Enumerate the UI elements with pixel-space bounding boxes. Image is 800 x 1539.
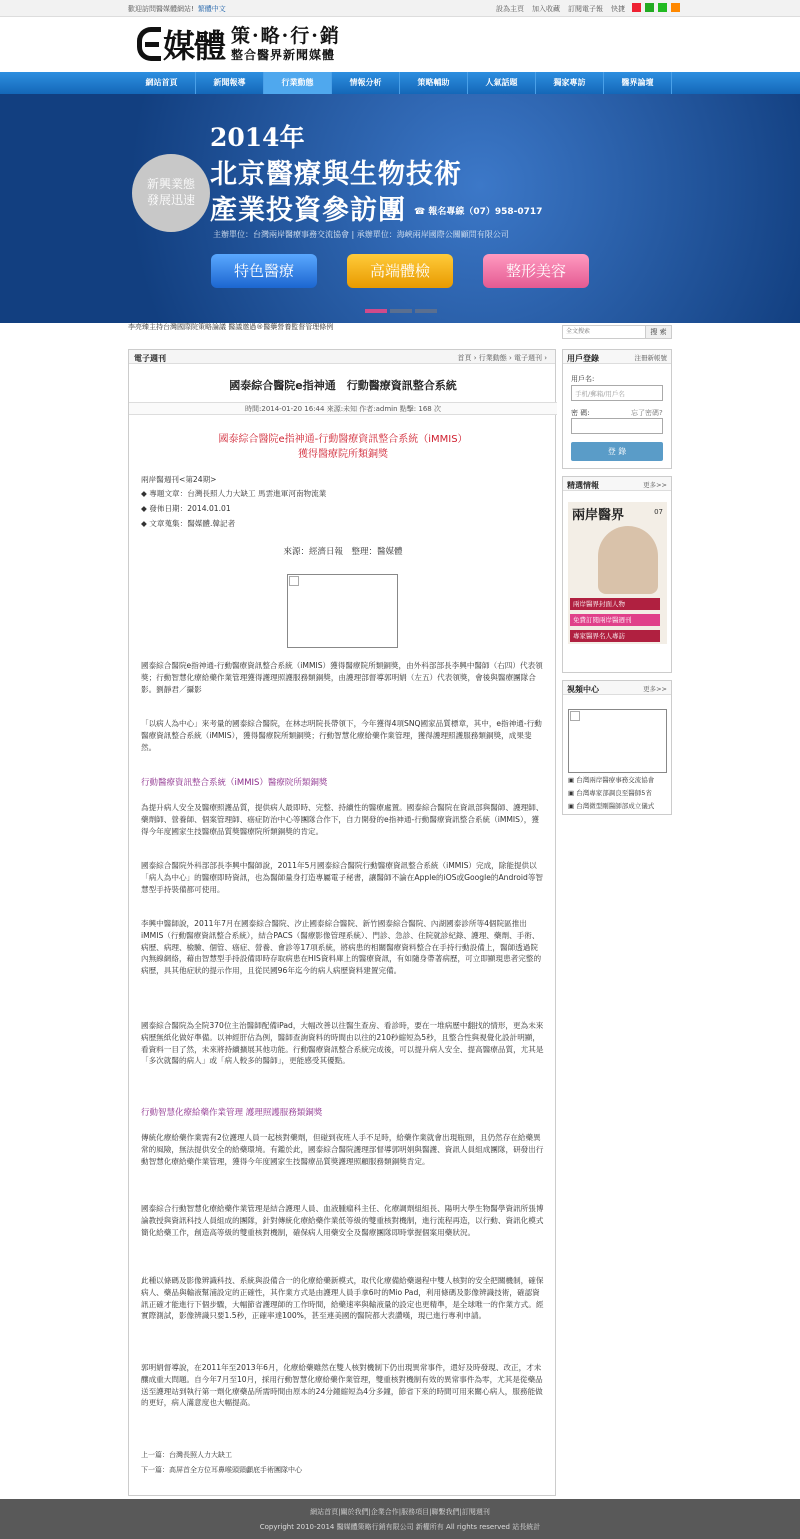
banner-dot[interactable] bbox=[415, 309, 437, 313]
search-box bbox=[562, 325, 672, 339]
article-headline: 國泰綜合醫院e指神通-行動醫療資訊整合系統（iMMIS） bbox=[218, 434, 468, 445]
banner-line2: 北京醫療與生物技術 bbox=[210, 159, 462, 190]
nav-intel[interactable]: 情報分析 bbox=[332, 72, 400, 94]
article-paragraph: 國泰綜合醫院外科部部長李興中醫師說，2011年5月國泰綜合醫院行動醫療資訊整合系統（iMMIS）完成，除能提供以「病人為中心」的醫療即時資訊，也為醫師量身打造專屬電子秘書，讓醫師不論在Apple的iOS或Google的Android等智慧型手持裝備都可使用。 bbox=[141, 861, 544, 894]
video-link[interactable]: ▣ 台灣微型剛醫師部成立儀式 bbox=[568, 802, 655, 810]
video-more-link[interactable]: 更多>> bbox=[643, 685, 667, 693]
nav-strategy[interactable]: 策略輔助 bbox=[400, 72, 468, 94]
article-subheading: 行動醫療資訊整合系統（iMMIS）醫療院所類銅獎 bbox=[141, 778, 328, 788]
section-title: 電子週刊 bbox=[134, 354, 166, 363]
source-line: 來源：經濟日報 整理：醫媒體 bbox=[283, 547, 403, 557]
nav-news[interactable]: 新聞報導 bbox=[196, 72, 264, 94]
nav-home[interactable]: 網站首頁 bbox=[128, 72, 196, 94]
banner-year: 2014年 bbox=[210, 123, 305, 152]
featured-title: 精選情報 bbox=[567, 481, 599, 490]
cover-banner: 專家醫界名人專訪 bbox=[570, 630, 660, 642]
article-paragraph: 「以病人為中心」來考量的國泰綜合醫院，在林志明院長帶領下，今年獲得4項SNQ國家品質標章，其中，e指神通-行動醫療資訊整合系統（iMMIS），獲得醫療院所類銅獎；行動智慧化療給藥作業管理，獲得護理照護服務類銅獎，成果斐然。 bbox=[141, 719, 542, 752]
orange-theme-swatch[interactable] bbox=[671, 3, 680, 12]
register-link[interactable]: 注冊新帳號 bbox=[634, 354, 667, 362]
add-favorite-link[interactable]: 加入收藏 bbox=[532, 5, 560, 13]
article-subheading: 行動智慧化療給藥作業管理 護理照護服務類銅獎 bbox=[141, 1108, 323, 1118]
banner-phone: ☎ 報名專線（07）958-0717 bbox=[414, 207, 543, 217]
video-thumbnail[interactable] bbox=[568, 709, 667, 773]
username-label: 用戶名: bbox=[571, 375, 595, 383]
featured-panel bbox=[562, 476, 672, 673]
hero-banner[interactable] bbox=[0, 94, 800, 323]
username-input[interactable]: 手机/郵箱/用戶名 bbox=[571, 385, 663, 401]
cover-banner: 免費訂閱兩岸醫週刊 bbox=[570, 614, 660, 626]
banner-pager bbox=[365, 309, 437, 313]
red-theme-swatch[interactable] bbox=[632, 3, 641, 12]
welcome-text: 歡迎訪問醫媒體網站! 繁體中文 bbox=[128, 5, 226, 13]
banner-button-cosmetic[interactable]: 整形美容 bbox=[483, 254, 589, 288]
logo-e-icon bbox=[137, 27, 161, 61]
password-label: 密 碼: bbox=[571, 409, 590, 417]
banner-dot[interactable] bbox=[390, 309, 412, 313]
nav-industry[interactable]: 行業動態 bbox=[264, 72, 332, 94]
banner-organizer: 主辦單位：台灣兩岸醫療事務交流協會 | 承辦單位：海峽兩岸國際公關顧問有限公司 bbox=[213, 230, 509, 239]
theme-label: 快捷 bbox=[611, 5, 625, 13]
video-title: 視頻中心 bbox=[567, 685, 599, 694]
article-paragraph: 為提升病人安全及醫療照護品質，提供病人最即時、完整、持續性的醫療處置。國泰綜合醫院在資訊部與醫師、護理師、藥劑師、營養師、個案管理師、癌症防治中心等團隊合作下，自力開發的e指神通-行動醫療資訊整合系統（iMMIS），獲得今年度國家生技醫療品質獎醫療院所類銅獎的肯定。 bbox=[141, 803, 544, 836]
article-paragraph: 國泰綜合行動智慧化療給藥作業管理是結合護理人員、血液腫瘤科主任、化療調劑組組長、陽明大學生物醫學資訊所張博論教授與資訊科技人員組成的團隊，針對傳統化療給藥作業低等級的雙重核對機制，進行流程再造，以行動、資訊化模式簡化給藥工作，創造高等級的雙重核對機制，確保病人用藥安全及醫療團隊即時掌握個案用藥狀況。 bbox=[141, 1204, 544, 1237]
article-paragraph: 國泰綜合醫院為全院370位主治醫師配備iPad，大幅改善以往醫生查房、看診時，要在一堆病歷中翻找的情形，更為未來病歷無紙化做好準備。以神經肝佔為例，醫師查詢資料的時間由以往的210秒縮短為5秒，且整合性與視覺化設計明顯，看資料一目了然，未來將持續擴展其他功能。行動醫療資訊整合系統完成後，可以提升病人安全、提高醫療品質，尤其是「多次就醫的病人」或「病人較多的醫師」，更能感受其優點。 bbox=[141, 1021, 544, 1066]
forgot-password-link[interactable]: 忘了密碼? bbox=[631, 409, 663, 417]
breadcrumb[interactable]: 首頁 › 行業動態 › 電子週刊 › bbox=[457, 354, 547, 362]
cover-banner: 兩岸醫界封面人物 bbox=[570, 598, 660, 610]
article-headline-2: 獲得醫療院所類銅獎 bbox=[298, 449, 388, 460]
article-paragraph: 傳統化療給藥作業需有2位護理人員一起核對藥劑，但碰到夜班人手不足時，給藥作業就會出現瓶頸，且仍然存在給藥異常的風險，無法提供安全的給藥環境。有鑑於此，國泰綜合醫院護理部督導郭明娟與醫護、資訊人員組成團隊，研發出行動智慧化療給藥作業管理，獲得今年度國家生技醫療品質獎護理照顧服務類銅獎肯定。 bbox=[141, 1133, 544, 1166]
green2-theme-swatch[interactable] bbox=[658, 3, 667, 12]
prev-article-link[interactable]: 上一篇：台灣長照人力大缺工 bbox=[141, 1451, 232, 1459]
article-panel bbox=[128, 349, 556, 1496]
video-panel bbox=[562, 680, 672, 815]
set-homepage-link[interactable]: 設為主頁 bbox=[496, 5, 524, 13]
traditional-chinese-link[interactable]: 繁體中文 bbox=[197, 5, 226, 13]
search-button[interactable]: 搜 索 bbox=[646, 325, 672, 339]
editor-line: ◆ 文章蒐集：醫媒體.韓記者 bbox=[141, 519, 236, 528]
article-paragraph: 郭明娟督導說，在2011年至2013年6月，化療給藥雖然在雙人核對機制下仍出現異常事件，還好及時發現、改正，才未釀成重大問題。自今年7月至10月，採用行動智慧化療給藥作業管理，雙重核對機制有效的異常事件為零，尤其是從藥品送至護理站到執行第一劑化療藥品所需時間由原本的24分鐘縮短為4分多鐘，節省下來的時間可用來關心病人，服務能做的更好，病人滿意度也大幅提高。 bbox=[141, 1363, 543, 1408]
password-input[interactable] bbox=[571, 418, 663, 434]
footer-links[interactable]: 網站首頁|關於我們|企業合作|服務項目|聯繫我們|訂閱週刊 bbox=[310, 1508, 490, 1516]
subscribe-newsletter-link[interactable]: 訂閱電子報 bbox=[568, 5, 603, 13]
article-paragraph: 此種以條碼及影像辨識科技、系統與設備合一的化療給藥新模式，取代化療備給藥過程中雙人核對的安全把關機制，確保病人、藥品與輸液幫浦設定的正確性，其作業方式是由護理人員手拿6吋的Mio Pad，利用條碼及影像辨識技術，確認資訊正確才能進行下個步驟，大幅節省護理師的工作時間，給藥速率與輸液量的設定也更精準，是全球唯一的作業方式。經實際測試，影像辨識只要1.5秒，正確率達100%，甚至連美國的醫院都大表讚嘆，現已進行專利申請。 bbox=[141, 1276, 544, 1321]
topic-line: ◆ 專題文章：台灣長照人力大缺工 馬雲進軍河南物流業 bbox=[141, 489, 327, 498]
nav-popular[interactable]: 人氣話題 bbox=[468, 72, 536, 94]
nav-forum[interactable]: 醫界論壇 bbox=[604, 72, 672, 94]
login-panel bbox=[562, 349, 672, 469]
article-title: 國泰綜合醫院e指神通 行動醫療資訊整合系統 bbox=[229, 379, 457, 392]
next-article-link[interactable]: 下一篇：高屏首全方位耳鼻喉頭頸顱底手術團隊中心 bbox=[141, 1466, 302, 1474]
article-paragraph: 國泰綜合醫院e指神通-行動醫療資訊整合系統（iMMIS）獲得醫療院所類銅獎，由外科部部長李興中醫師（右四）代表領獎；行動智慧化療給藥作業管理獲得護理照護服務類銅獎，由護理部督導郭明娟（左五）代表領獎，會後與醫療團隊合影。劉靜君／攝影 bbox=[141, 661, 543, 694]
magazine-issue: 07 bbox=[654, 508, 663, 516]
login-button[interactable]: 登 錄 bbox=[571, 442, 663, 461]
nav-interview[interactable]: 獨家專訪 bbox=[536, 72, 604, 94]
banner-button-special[interactable]: 特色醫療 bbox=[211, 254, 317, 288]
magazine-title: 兩岸醫界 bbox=[572, 508, 625, 523]
green-theme-swatch[interactable] bbox=[645, 3, 654, 12]
featured-more-link[interactable]: 更多>> bbox=[643, 481, 667, 489]
banner-circle: 新興業態 發展迅速 bbox=[132, 154, 210, 232]
video-link[interactable]: ▣ 台灣專家部調良至醫師5省 bbox=[568, 789, 652, 797]
footer bbox=[0, 1499, 800, 1539]
article-image bbox=[287, 574, 398, 648]
top-links bbox=[496, 4, 625, 14]
logo-mark: 媒體 bbox=[137, 21, 225, 67]
issue-line: 兩岸醫週刊<第24期> bbox=[141, 475, 217, 484]
banner-line3: 產業投資參訪團 bbox=[210, 195, 406, 226]
logo-slogan: 策·略·行·銷 bbox=[231, 24, 341, 47]
logo-subtitle: 整合醫界新聞媒體 bbox=[231, 47, 336, 62]
video-link[interactable]: ▣ 台灣兩岸醫療事務交流協會 bbox=[568, 776, 655, 784]
article-meta: 時間:2014-01-20 16:44 來源:未知 作者:admin 點擊: 168 次 bbox=[129, 402, 557, 415]
banner-button-checkup[interactable]: 高端體檢 bbox=[347, 254, 453, 288]
cover-person-image bbox=[598, 526, 658, 594]
login-title: 用戶登錄 bbox=[567, 354, 599, 363]
footer-copyright: Copyright 2010-2014 醫媒體策略行銷有限公司 新權所有 All rights reserved 站長統計 bbox=[259, 1523, 541, 1531]
search-input[interactable] bbox=[562, 325, 646, 339]
magazine-cover[interactable] bbox=[568, 502, 667, 644]
main-nav bbox=[0, 72, 800, 94]
date-line: ◆ 發佈日期：2014.01.01 bbox=[141, 504, 231, 513]
site-logo[interactable] bbox=[137, 22, 341, 66]
news-ticker[interactable]: 李亮臻主持台灣國際院策略論議 醫議邀過®醫藥營養監督管理條例 bbox=[128, 323, 334, 331]
banner-dot[interactable] bbox=[365, 309, 387, 313]
top-bar bbox=[0, 0, 800, 17]
article-paragraph: 李興中醫師說，2011年7月在國泰綜合醫院、汐止國泰綜合醫院、新竹國泰綜合醫院、內湖國泰診所等4個院區推出iMMIS（行動醫療資訊整合系統），結合PACS（醫療影像管理系統）、門診、急診、住院就診紀錄、護理、藥劑、手術、病歷、病理、檢驗、個管、癌症、營養、會診等17項系統，將病患的相關醫療資料整合在手持行動設備上，醫師透過院內無線網絡，藉由智慧型手持設備即時存取病患在HIS資料庫上的醫療資訊，有如隨身帶著病歷，可立即顯現患者完整的病歷，具其他症狀的提示作用，且從民國96年迄今的病人病歷資料建置完備。 bbox=[141, 919, 542, 976]
